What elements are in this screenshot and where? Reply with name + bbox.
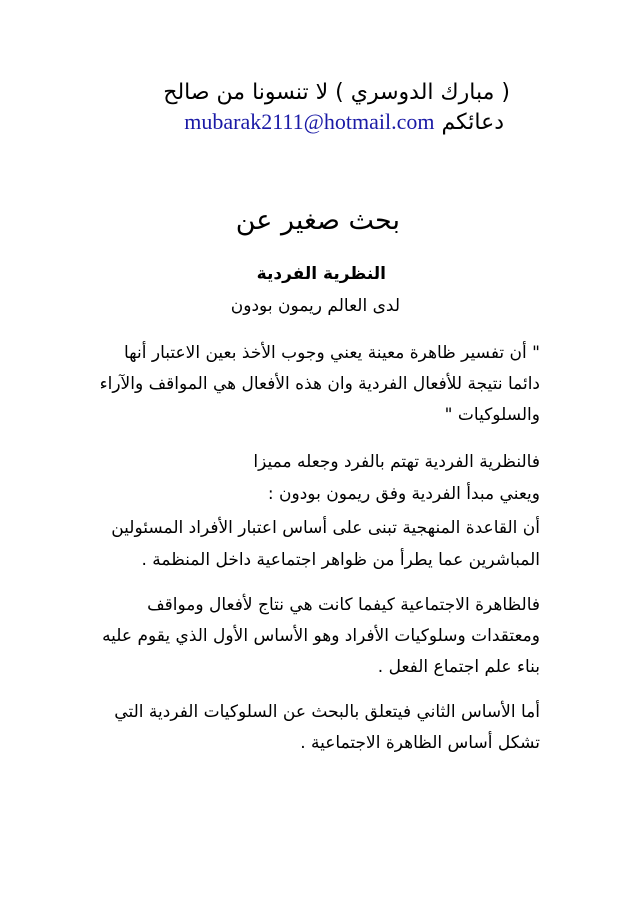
paragraph-line: ومعتقدات وسلوكيات الأفراد وهو الأساس الأول الذي يقوم عليه xyxy=(102,626,540,646)
section-heading: النظرية الفردية xyxy=(256,264,386,284)
paragraph-line: " أن تفسير ظاهرة معينة يعني وجوب الأخذ بعين الاعتبار أنها xyxy=(124,343,540,363)
paragraph-line: فالظاهرة الاجتماعية كيفما كانت هي نتاج لأفعال ومواقف xyxy=(147,595,540,615)
paragraph-line: فالنظرية الفردية تهتم بالفرد وجعله مميزا xyxy=(253,452,540,472)
page-title: بحث صغير عن xyxy=(235,205,400,236)
header-line-2 xyxy=(174,107,504,138)
header-line-2-text: دعائكم xyxy=(441,110,504,135)
paragraph-line: بناء علم اجتماع الفعل . xyxy=(377,657,540,677)
paragraph-line: دائما نتيجة للأفعال الفردية وان هذه الأفعال هي المواقف والآراء xyxy=(99,374,540,394)
paragraph-line: أن القاعدة المنهجية تبنى على أساس اعتبار الأفراد المسئولين xyxy=(111,518,540,538)
author-email: mubarak2111@hotmail.com xyxy=(184,109,435,134)
paragraph-line: ويعني مبدأ الفردية وفق ريمون بودون : xyxy=(267,484,540,504)
paragraph-line: تشكل أساس الظاهرة الاجتماعية . xyxy=(300,733,540,753)
author-line: لدى العالم ريمون بودون xyxy=(230,296,400,316)
paragraph-line: والسلوكيات " xyxy=(444,405,540,425)
header-line-1: ( مبارك الدوسري ) لا تنسونا من صالح xyxy=(163,80,510,105)
paragraph-line: أما الأساس الثاني فيتعلق بالبحث عن السلوكيات الفردية التي xyxy=(114,702,540,722)
paragraph-line: المباشرين عما يطرأ من ظواهر اجتماعية داخل المنظمة . xyxy=(141,550,540,570)
